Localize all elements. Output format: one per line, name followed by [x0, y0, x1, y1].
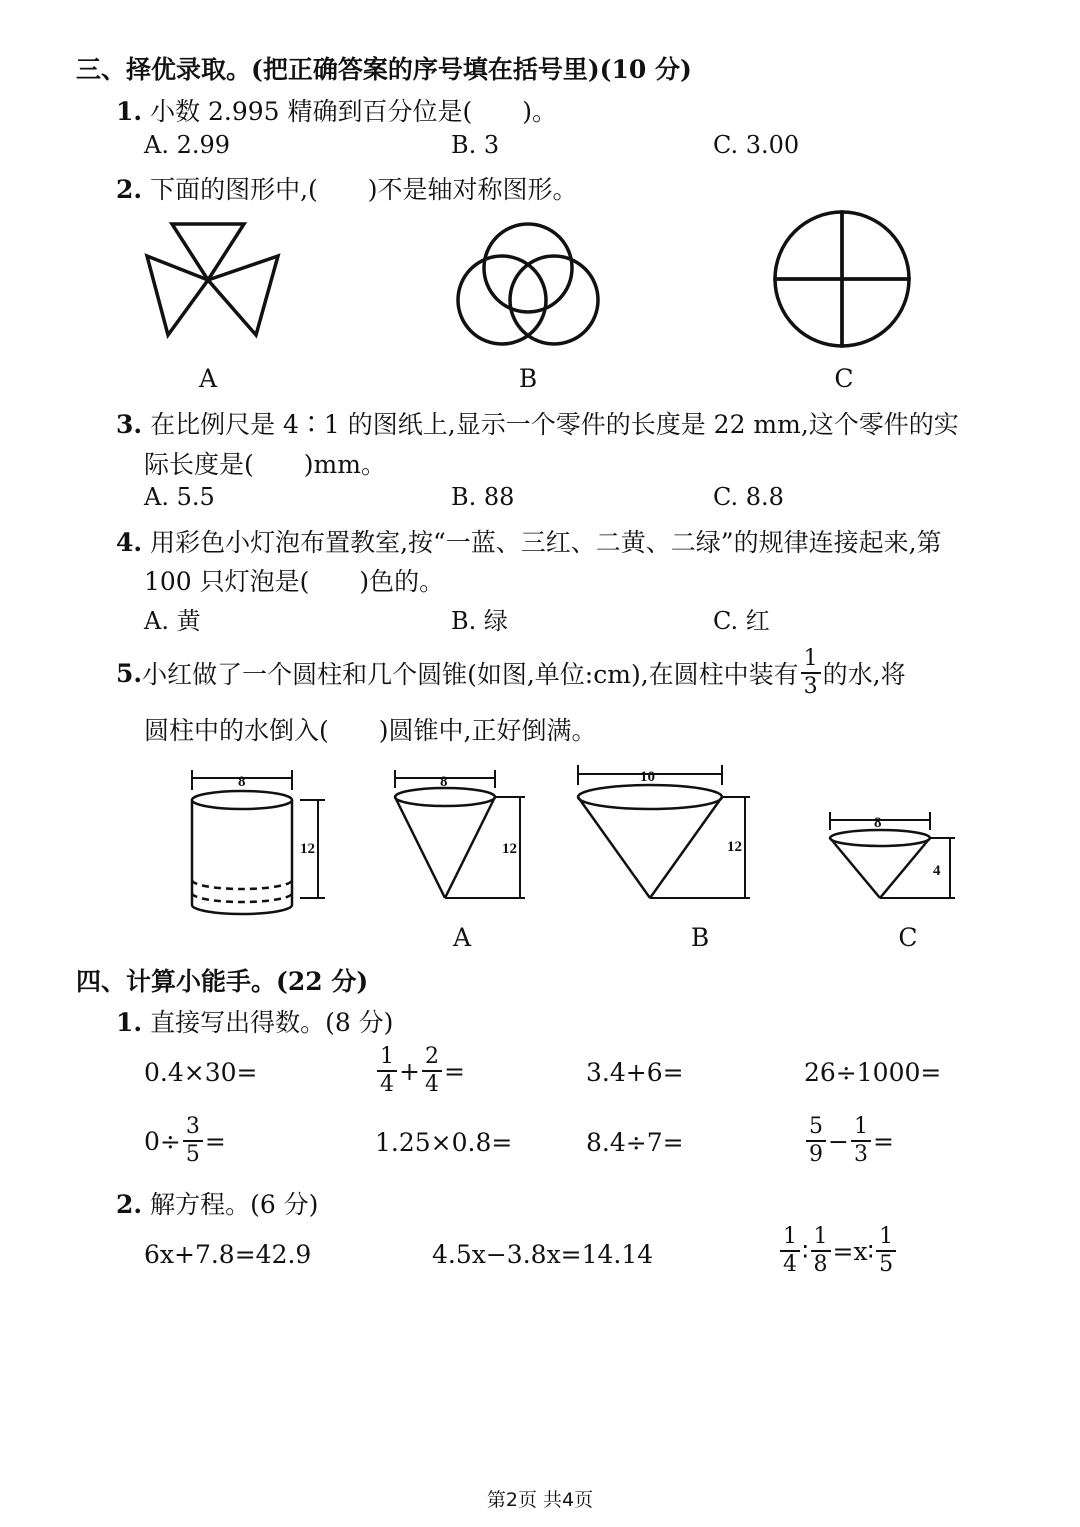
fraction-numerator: 1: [851, 1116, 871, 1142]
equation-1: [144, 1240, 311, 1269]
calc-2: [375, 1046, 465, 1096]
calc-3: [586, 1058, 684, 1087]
cylinder-diameter: 8: [238, 774, 246, 790]
fraction-numerator: 1: [811, 1226, 831, 1252]
question-text-part1: 小红做了一个圆柱和几个圆锥(如图,单位:cm),在圆柱中装有: [142, 660, 799, 689]
fraction-denominator: 3: [853, 1142, 868, 1167]
equation-3: [778, 1226, 898, 1276]
cone-a-height: 12: [502, 841, 517, 857]
fraction-denominator: 8: [813, 1252, 828, 1277]
fraction-denominator: 5: [185, 1142, 200, 1167]
fraction-numerator: 1: [876, 1226, 896, 1252]
fraction: [851, 1116, 871, 1166]
part-number: 1.: [116, 1008, 143, 1037]
question-3-line2: 际长度是( )mm。: [144, 450, 386, 479]
equals: =: [872, 1126, 894, 1156]
part-title-text: 解方程。(6 分): [150, 1190, 319, 1219]
page-footer: 第2页 共4页: [486, 1489, 594, 1511]
question-number: 3.: [116, 410, 143, 439]
option-c: C. 8.8: [713, 483, 784, 511]
calc-1: [144, 1058, 257, 1087]
cone-b-diameter: 10: [640, 769, 655, 785]
operator: −: [828, 1126, 849, 1156]
fraction-denominator: 9: [809, 1142, 823, 1167]
equals: =: [204, 1126, 226, 1156]
fraction: [377, 1046, 397, 1096]
fraction-denominator: 3: [803, 674, 818, 699]
calc-expression: 26÷1000=: [804, 1058, 942, 1087]
question-number: 2.: [116, 175, 143, 204]
cone-a-figure: [395, 770, 525, 898]
operator: +: [399, 1056, 420, 1086]
calc-8: [804, 1116, 894, 1166]
question-4-line2: 100 只灯泡是( )色的。: [144, 567, 445, 596]
fraction-numerator: 1: [780, 1226, 800, 1252]
equation-2: [432, 1240, 653, 1269]
ratio-colon: ∶: [802, 1236, 809, 1266]
part-title-text: 直接写出得数。(8 分): [150, 1008, 394, 1037]
question-text-line1: 在比例尺是 4∶1 的图纸上,显示一个零件的长度是 22 mm,这个零件的实: [150, 410, 959, 439]
fraction-denominator: 5: [879, 1252, 894, 1277]
option-c: C. 3.00: [713, 131, 800, 159]
option-a: A. 5.5: [144, 483, 215, 511]
question-text-part2: 的水,将: [822, 660, 906, 689]
cone-label-c: C: [898, 923, 918, 952]
fraction-numerator: 5: [806, 1116, 826, 1142]
equation-middle: =x∶: [832, 1236, 875, 1266]
option-b: B. 3: [451, 131, 500, 159]
fraction-numerator: 1: [801, 648, 821, 674]
equation-text: 4.5x−3.8x=14.14: [432, 1240, 654, 1269]
calc-5: [144, 1116, 226, 1166]
equation-text: 6x+7.8=42.9: [144, 1240, 312, 1269]
figure-label-c: C: [834, 364, 854, 393]
calc-expression: 1.25×0.8=: [375, 1128, 513, 1157]
fraction-denominator: 4: [783, 1252, 797, 1277]
question-number: 1.: [116, 97, 143, 126]
calc-expression: 0.4×30=: [144, 1058, 258, 1087]
fraction: [422, 1046, 442, 1096]
option-c: C. 红: [713, 607, 770, 635]
cone-b-height: 12: [727, 839, 742, 855]
fraction-numerator: 3: [183, 1116, 203, 1142]
fraction-denominator: 4: [424, 1072, 439, 1097]
equals: =: [443, 1056, 465, 1086]
figure-label-a: A: [198, 364, 218, 393]
calc-prefix: 0÷: [144, 1126, 181, 1156]
calc-6: [375, 1128, 512, 1157]
figure-label-b: B: [518, 364, 538, 393]
question-text: 下面的图形中,( )不是轴对称图形。: [150, 175, 578, 204]
fraction-numerator: 2: [422, 1046, 442, 1072]
part-2-title: [116, 1185, 318, 1221]
cone-c-figure: [830, 812, 955, 898]
calc-expression: 8.4÷7=: [586, 1128, 684, 1157]
fraction: [806, 1116, 826, 1166]
cone-c-height: 4: [933, 863, 941, 879]
fraction: [780, 1226, 800, 1276]
section-3-title: 三、择优录取。(把正确答案的序号填在括号里)(10 分): [76, 55, 692, 84]
fraction: [183, 1116, 203, 1166]
cylinder-height: 12: [300, 841, 315, 857]
question-text: 小数 2.995 精确到百分位是( )。: [150, 97, 558, 126]
cone-label-b: B: [690, 923, 710, 952]
question-text-line1: 用彩色小灯泡布置教室,按“一蓝、三红、二黄、二绿”的规律连接起来,第: [150, 528, 942, 557]
cone-label-a: A: [452, 923, 472, 952]
cone-b-figure: [578, 765, 750, 898]
option-b: B. 88: [451, 483, 515, 511]
calc-4: [804, 1058, 941, 1087]
option-a: A. 2.99: [144, 131, 231, 159]
fraction-denominator: 4: [380, 1072, 394, 1097]
question-5-line2: 圆柱中的水倒入( )圆锥中,正好倒满。: [144, 716, 597, 745]
part-number: 2.: [116, 1190, 143, 1219]
calc-7: [586, 1128, 684, 1157]
option-b: B. 绿: [451, 607, 508, 635]
question-number: 5.: [116, 658, 143, 688]
question-number: 4.: [116, 528, 143, 557]
part-1-title: [116, 1003, 393, 1039]
cone-c-diameter: 8: [874, 815, 882, 831]
option-a: A. 黄: [144, 607, 201, 635]
fraction: [811, 1226, 831, 1276]
section-4-title: 四、计算小能手。(22 分): [76, 967, 369, 996]
cone-a-diameter: 8: [440, 774, 448, 790]
calc-expression: 3.4+6=: [586, 1058, 684, 1087]
fraction: [876, 1226, 896, 1276]
fraction-numerator: 1: [377, 1046, 397, 1072]
